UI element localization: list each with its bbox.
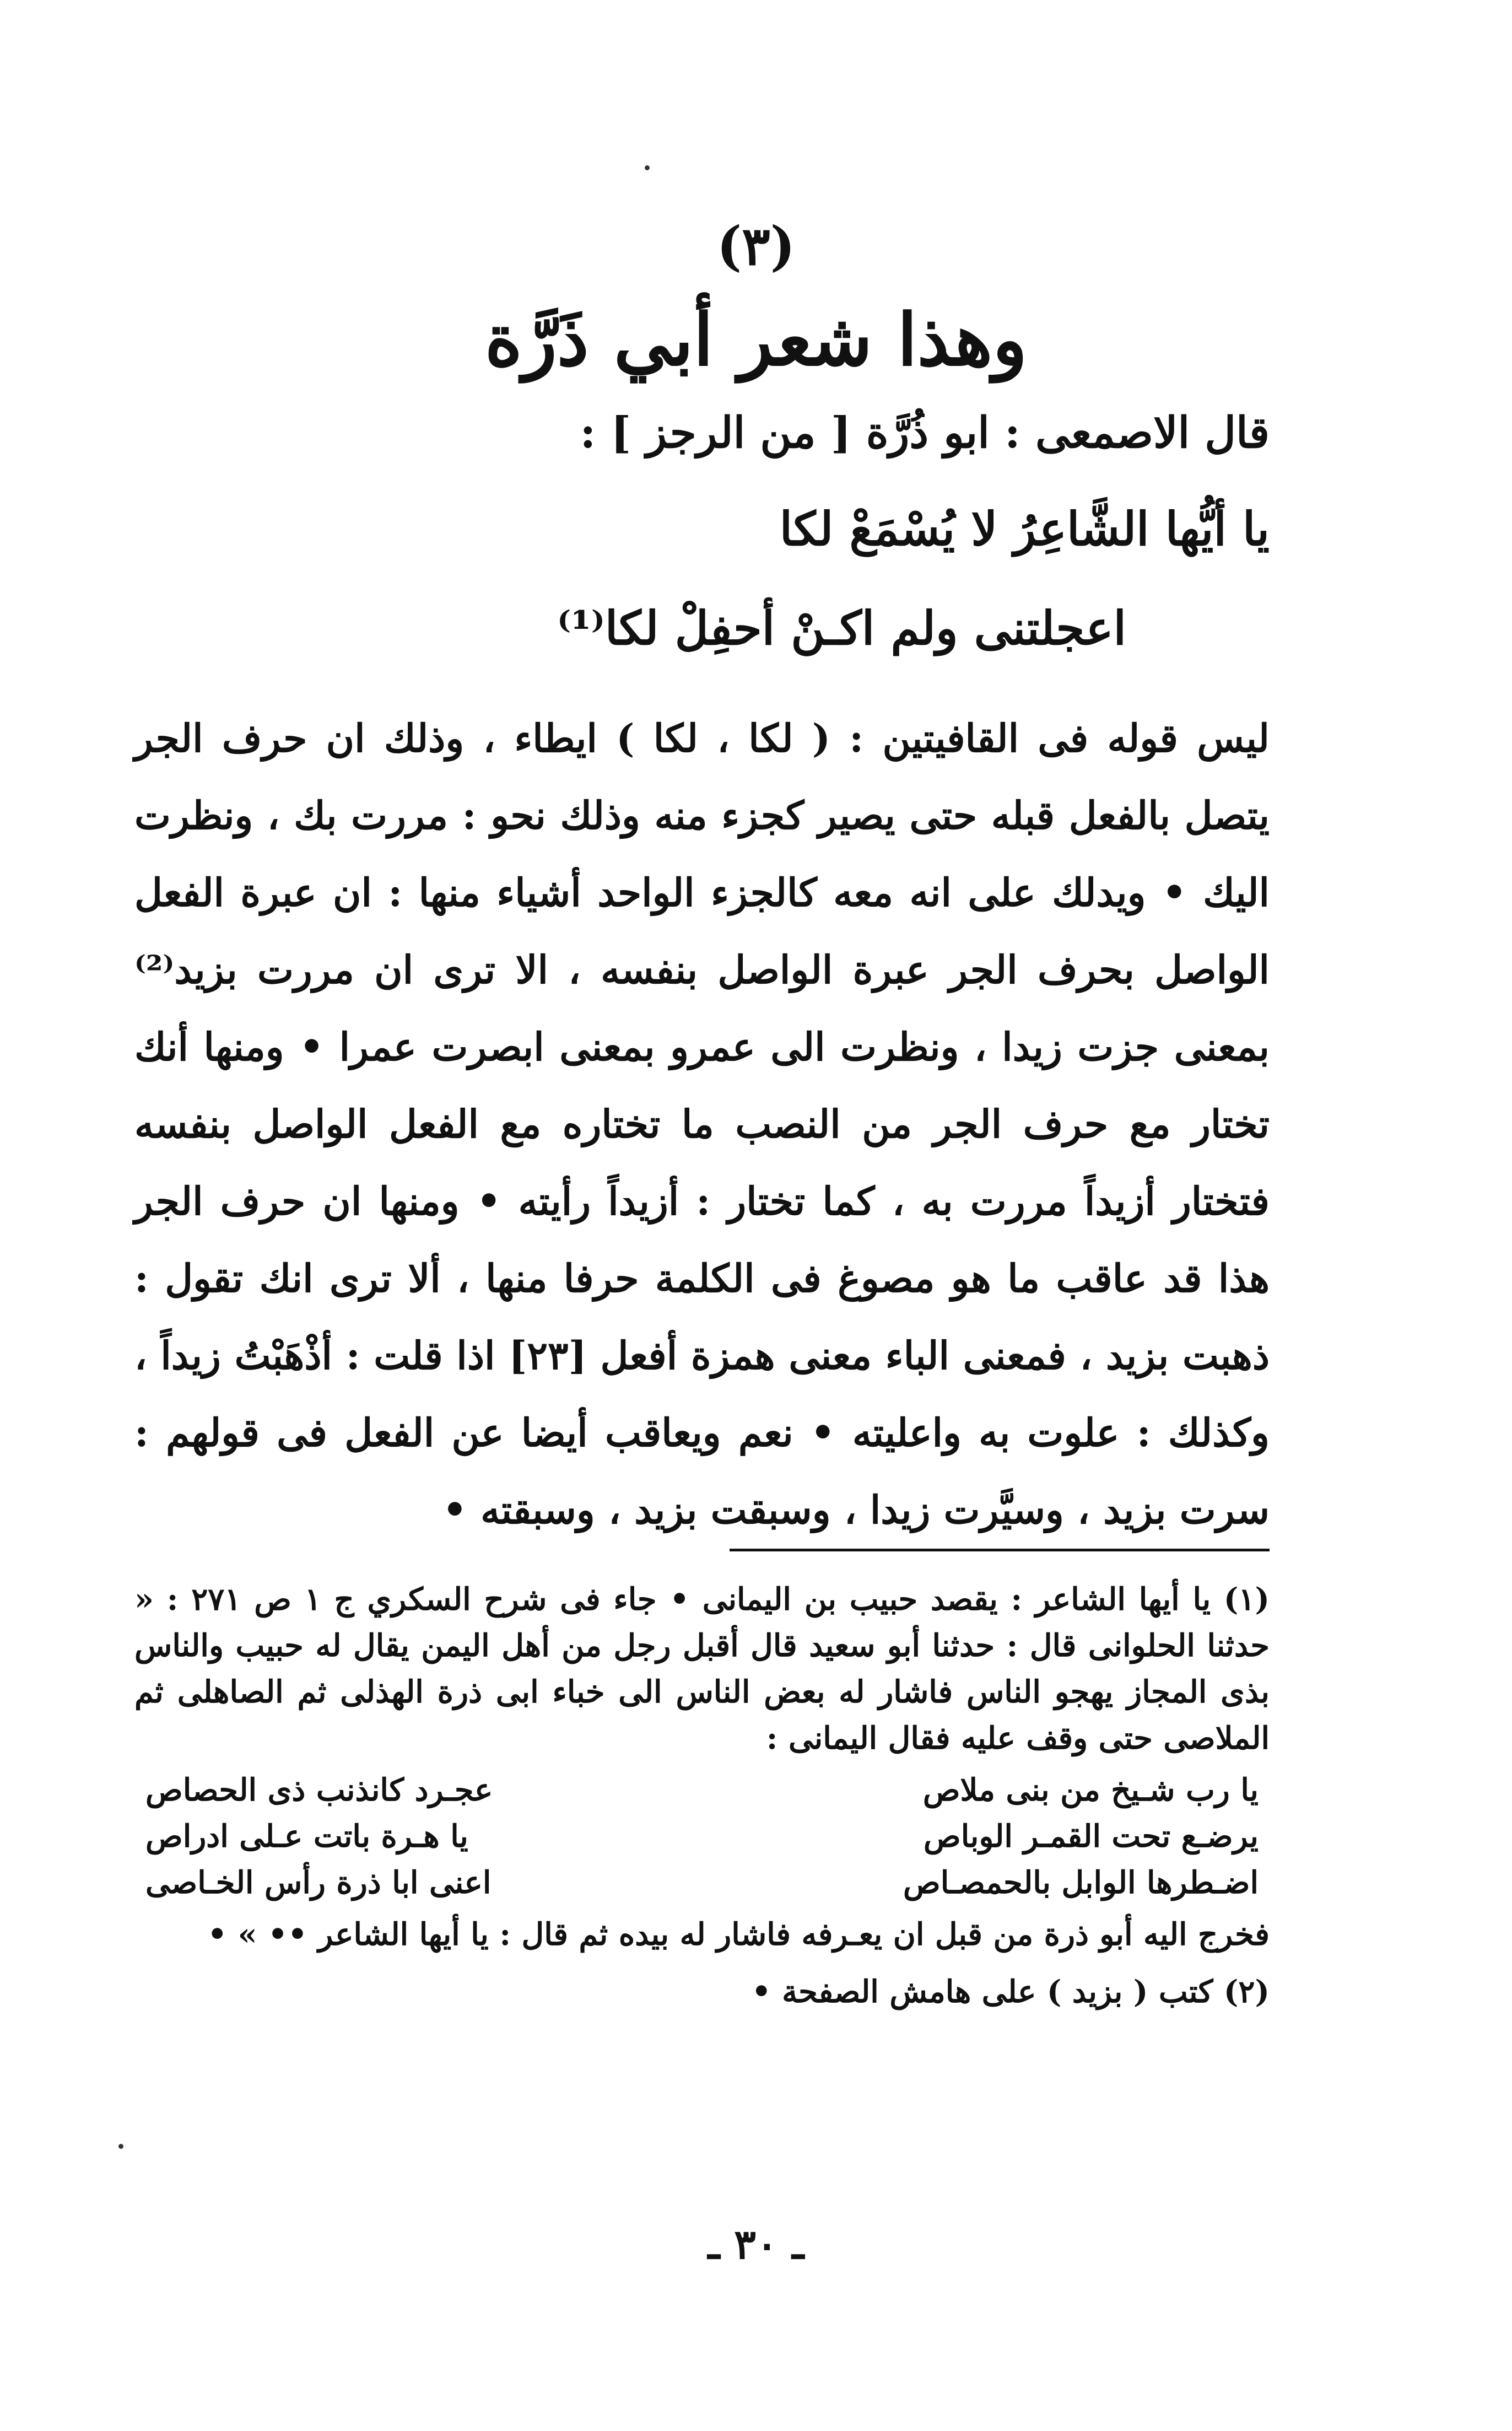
intro-line: قال الاصمعى : ابو ذُرَّة [ من الرجز ] : (580, 408, 1270, 458)
footnote-poem (134, 1767, 1270, 1906)
page-title: وهذا شعر أبي ذَرَّة (484, 298, 1028, 382)
page-number: ـ ٣٠ ـ (708, 2221, 804, 2268)
poem-hemistich-left: عجـرد كانذنب ذى الحصاص (145, 1772, 493, 1808)
footnotes (134, 1576, 1270, 2015)
body-text (134, 700, 1270, 1549)
section-number: (٣) (716, 215, 796, 277)
poem-hemistich-right: اضـطرها الوابل بالحمصـاص (903, 1864, 1259, 1901)
body-paragraph: ليس قوله فى القافيتين : ( لكا ، لكا ) ايطاء ، وذلك ان حرف الجر يتصل بالفعل قبله حتى يصير كجزء منه وذلك نحو : مررت بك ، ونظرت اليك • ويدلك على انه معه كالجزء الواحد أشياء منها : ان عبرة الفعل الواصل بحرف الجر عبرة الواصل بنفسه ، الا ترى ان مررت بزيد⁽²⁾ بمعنى جزت زيدا ، ونظرت الى عمرو بمعنى ابصرت عمرا • ومنها أنك تختار مع حرف الجر من النصب ما تختاره مع الفعل الواصل بنفسه فتختار أزيداً مررت به ، كما تختار : أزيداً رأيته • ومنها ان حرف الجر هذا قد عاقب ما هو مصوغ فى الكلمة حرفا منها ، ألا ترى انك تقول : ذهبت بزيد ، فمعنى الباء معنى همزة أفعل [٢٣] اذا قلت : أذْهَبْتُ زيداً ، وكذلك : علوت به واعليته • نعم ويعاقب أيضا عن الفعل فى قولهم : سرت بزيد ، وسيَّرت زيدا ، وسبقت بزيد ، وسبقته • (134, 715, 1270, 1533)
speck-mark (118, 2144, 123, 2149)
speck-mark (645, 165, 650, 170)
poem-hemistich-left: يا هـرة باتت عـلى ادراص (145, 1818, 468, 1855)
footnote-divider (730, 1549, 1270, 1551)
verse-line-2: اعجلتنى ولم اكـنْ أحفِلْ لكا⁽¹⁾ (557, 601, 1126, 655)
footnote-1-continued: فخرج اليه أبو ذرة من قبل ان يعـرفه فاشار له بيده ثم قال : يا أيها الشاعر •• » • (207, 1916, 1270, 1953)
footnote-1: (١) يا أيها الشاعر : يقصد حبيب بن اليمانى • جاء فى شرح السكري ج ١ ص ٢٧١ : « حدثنا الحلوانى قال : حدثنا أبو سعيد قال أقبل رجل من أهل اليمن يقال له حبيب والناس بذى المجاز يهجو الناس فاشار له بعض الناس الى خباء ابى ذرة الهذلى ثم الصاهلى ثم الملاصى حتى وقف عليه فقال اليمانى : (134, 1581, 1270, 1756)
poem-hemistich-right: يرضـع تحت القمـر الوباص (924, 1818, 1259, 1855)
footnote-2: (٢) كتب ( بزيد ) على هامش الصفحة • (751, 1974, 1270, 2010)
poem-row (145, 1859, 1259, 1906)
poem-row (145, 1767, 1259, 1813)
verse-line-1: يا أيُّها الشَّاعِرُ لا يُسْمَعْ لكا (779, 502, 1270, 556)
poem-hemistich-right: يا رب شـيخ من بنى ملاص (922, 1772, 1259, 1808)
poem-hemistich-left: اعنى ابا ذرة رأس الخـاصى (145, 1864, 492, 1901)
poem-row (145, 1813, 1259, 1859)
